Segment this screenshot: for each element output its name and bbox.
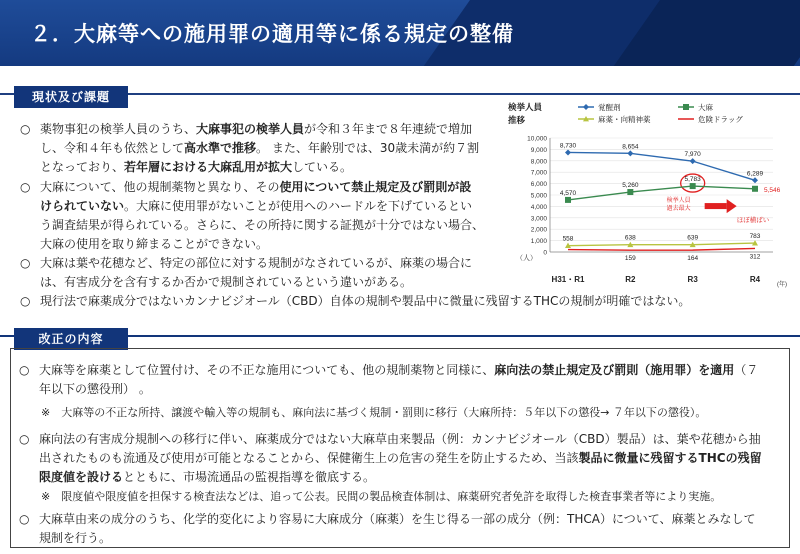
data-label: 312 [749, 253, 761, 261]
bullet-line [40, 139, 520, 158]
emphasis-text: 使用について禁止規定及び罰則が設 [279, 180, 472, 194]
body-text: 大麻等を麻薬として位置付け、その不正な施用についても、他の規制薬物と同様に、 [39, 363, 495, 377]
body-text: う調査結果が得られている。さらに、その所持に関する証拠が十分ではない場合、 [40, 218, 485, 232]
body-text: 麻向法の有害成分規制への移行に伴い、麻薬成分ではない大麻草由来製品（例：カンナビジオール（CBD）製品）は、葉や花穂から抽 [39, 432, 761, 446]
data-label: 639 [687, 234, 699, 242]
y-unit-label: （人） [516, 255, 537, 262]
data-point [752, 186, 758, 192]
section-label-current-issues: 現状及び課題 [14, 86, 128, 108]
body-text: し、令和４年も依然として [40, 141, 185, 155]
data-label: 7,970 [684, 151, 701, 159]
data-point [690, 158, 696, 164]
body-text: は、有害成分を含有するか否かで規制されているという違いがある。 [40, 275, 413, 289]
body-text: 大麻の使用を取り締まることができない。 [40, 237, 269, 251]
data-point [565, 197, 571, 203]
peak-annotation: 検挙人員 [666, 198, 691, 205]
page-header [0, 0, 800, 66]
series-line-3 [568, 248, 755, 250]
y-tick-label: 8,000 [530, 158, 547, 166]
y-tick-label: 5,000 [530, 192, 547, 200]
bullet-mark: ○ [20, 180, 31, 194]
data-point [627, 150, 633, 156]
body-text: となっており、 [40, 160, 125, 174]
issue-bullet-2 [20, 178, 520, 254]
data-point [565, 149, 571, 155]
body-text: （７ [734, 363, 759, 377]
chart-y-label: 推移 [508, 115, 526, 125]
legend-label: 危険ドラッグ [698, 115, 743, 124]
peak-annotation: 過去最大 [666, 206, 691, 213]
emphasis-text: けられていない [40, 199, 125, 213]
emphasis-text: 大麻事犯の検挙人員 [196, 122, 305, 136]
series-line-2 [568, 243, 755, 246]
body-text: 規制を行う。 [39, 531, 112, 545]
data-label: 6,289 [746, 170, 764, 178]
y-tick-label: 1,000 [530, 238, 547, 246]
data-label: 159 [624, 255, 636, 263]
bullet-line [40, 197, 520, 216]
trend-arrow-head [727, 199, 737, 213]
bullet-line [40, 254, 520, 273]
issue-bullet-3 [20, 254, 520, 292]
bullet-line [40, 235, 520, 254]
issue-bullet-1 [20, 120, 520, 177]
bullet-line [40, 158, 520, 177]
body-text: している。 [292, 160, 353, 174]
data-label: 164 [687, 255, 699, 263]
body-text: 現行法で麻薬成分ではないカンナビジオール（CBD）自体の規制や製品中に微量に残留するTHCの規制が明確ではない。 [40, 294, 691, 308]
body-text: が令和３年まで８年連続で増加 [304, 122, 473, 136]
bullet-line [39, 529, 779, 548]
legend-marker [683, 104, 689, 110]
series-line-0 [568, 152, 755, 180]
data-label: 5,260 [622, 182, 639, 190]
bullet-line [39, 449, 779, 468]
body-text: 薬物事犯の検挙人員のうち、 [40, 122, 197, 136]
bullet-mark: ○ [19, 512, 30, 526]
body-text: 。大麻に使用罪がないことが使用へのハードルを下げているとい [124, 199, 473, 213]
data-point [752, 177, 758, 183]
body-text: 大麻は葉や花穂など、特定の部位に対する規制がなされているが、麻薬の場合に [40, 256, 473, 270]
bullet-line [39, 361, 779, 380]
emphasis-text: 若年層における大麻乱用が拡大 [124, 160, 293, 174]
section-label-revisions: 改正の内容 [14, 328, 128, 350]
bullet-line [40, 120, 520, 139]
bullet-line [40, 273, 520, 292]
y-tick-label: 0 [543, 249, 547, 257]
data-label: 783 [749, 233, 761, 241]
revisions-section [10, 348, 790, 548]
y-tick-label: 6,000 [530, 181, 547, 189]
emphasis-text: 高水準で推移 [184, 141, 257, 155]
body-text: 大麻について、他の規制薬物と異なり、その [40, 180, 280, 194]
data-label: 5,783 [684, 176, 701, 184]
page-title: ２．大麻等への施用罪の適用等に係る規定の整備 [30, 22, 514, 46]
y-tick-label: 9,000 [530, 146, 547, 154]
revision-note-2: ※ 限度値や限度値を担保する検査法などは、追って公表。民間の製品検査体制は、麻薬研究者免許を取得した検査事業者等により実施。 [41, 490, 722, 503]
x-tick-label: R4 [749, 275, 761, 284]
bullet-mark: ○ [19, 432, 30, 446]
data-label: 558 [562, 235, 574, 243]
bullet-mark: ○ [20, 122, 31, 136]
emphasis-text: 限度値を設ける [39, 470, 124, 484]
legend-label: 麻薬・向精神薬 [598, 115, 651, 124]
bullet-line [40, 178, 520, 197]
revision-bullet-3 [19, 510, 779, 548]
chart-svg [508, 100, 793, 300]
data-label: 8,730 [559, 142, 577, 150]
chart-y-label: 検挙人員 [508, 102, 543, 112]
x-tick-label: H31・R1 [551, 275, 585, 284]
revision-note-1: ※ 大麻等の不正な所持、譲渡や輸入等の規制も、麻向法に基づく規制・罰則に移行（大麻所持：５年以下の懲役→ ７年以下の懲役）。 [41, 406, 707, 419]
data-point [690, 183, 696, 189]
body-text: 。 また、年齢別では、30歳未満が約７割 [256, 141, 480, 155]
bullet-line [39, 510, 779, 529]
bullet-line [40, 216, 520, 235]
data-label: 5,546 [764, 186, 781, 194]
bullet-mark: ○ [20, 256, 31, 270]
bullet-line [39, 380, 779, 399]
data-label: 8,654 [622, 143, 639, 151]
legend-marker [583, 104, 589, 110]
emphasis-text: 麻向法の禁止規定及び罰則（施用罪）を適用 [494, 363, 735, 377]
body-text: 年以下の懲役刑） 。 [39, 382, 151, 396]
y-tick-label: 4,000 [530, 203, 547, 211]
trend-arrow-body [705, 203, 727, 209]
x-unit-label: (年) [777, 282, 787, 288]
bullet-line [39, 468, 779, 487]
revision-bullet-1 [19, 361, 779, 399]
bullet-line [39, 430, 779, 449]
x-tick-label: R2 [625, 275, 636, 284]
body-text: とともに、市場流通品の監視指導を徹底する。 [123, 470, 376, 484]
body-text: 出されたものも流通及び使用が可能となることから、保健衛生上の危害の発生を防止するため、当該 [39, 451, 579, 465]
y-tick-label: 2,000 [530, 226, 547, 234]
legend-label: 大麻 [698, 103, 713, 112]
trend-annotation: ほぼ横ばい [736, 217, 770, 225]
data-label: 4,570 [559, 189, 577, 197]
revision-bullet-2 [19, 430, 779, 487]
y-tick-label: 3,000 [530, 215, 547, 223]
legend-label: 覚醒剤 [598, 103, 621, 112]
y-tick-label: 7,000 [530, 169, 547, 177]
series-line-1 [568, 186, 755, 200]
bullet-mark: ○ [19, 363, 30, 377]
body-text: 大麻草由来の成分のうち、化学的変化により容易に大麻成分（麻薬）を生じ得る一部の成分（例：THCA）について、麻薬とみなして [39, 512, 756, 526]
data-point [627, 189, 633, 195]
y-tick-label: 10,000 [527, 135, 547, 143]
data-label: 638 [624, 234, 636, 242]
arrest-trend-chart [508, 100, 793, 300]
bullet-mark: ○ [20, 294, 31, 308]
x-tick-label: R3 [687, 275, 698, 284]
emphasis-text: 製品に微量に残留するTHCの残留 [578, 451, 762, 465]
